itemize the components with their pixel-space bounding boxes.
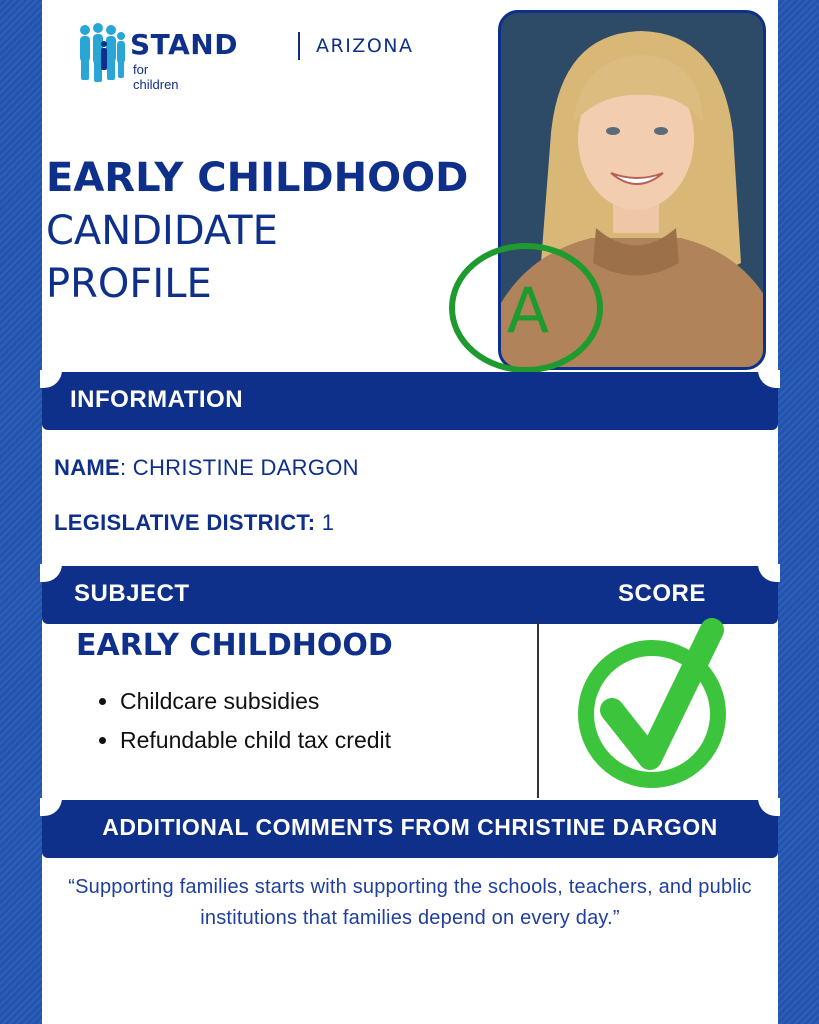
logo-divider [298,32,300,60]
name-value: : CHRISTINE DARGON [119,455,359,480]
grade-a-circle-icon [444,238,609,378]
page-title-line-1: EARLY CHILDHOOD [46,155,469,201]
subject-score-banner [42,566,778,624]
subject-heading: SUBJECT [74,580,190,607]
grade-letter: A [506,274,550,347]
district-value: 1 [315,510,335,535]
brand-state: ARIZONA [316,35,414,57]
list-item: • Childcare subsidies [120,686,391,716]
information-heading: INFORMATION [70,386,244,413]
subject-title: EARLY CHILDHOOD [76,628,393,663]
column-divider [537,622,539,798]
candidate-profile-card [42,0,778,1024]
comments-heading: ADDITIONAL COMMENTS FROM CHRISTINE DARGON [102,814,718,840]
score-heading: SCORE [618,580,706,607]
brand-name: STAND [130,28,238,61]
district-label: LEGISLATIVE DISTRICT: [54,510,316,535]
list-item: • Refundable child tax credit [120,725,391,755]
information-banner [42,372,778,430]
comments-banner [42,800,778,858]
subject-item-list [98,686,391,764]
checkmark-icon [572,618,742,793]
name-label: NAME [54,455,120,480]
candidate-name [54,455,359,481]
candidate-quote: “Supporting families starts with supporting the schools, teachers, and public institutions that families depend on every day.” [68,876,752,929]
legislative-district [54,510,334,536]
page-title-line-3: PROFILE [46,261,212,307]
brand-tagline: for children [133,62,179,92]
page-title-line-2: CANDIDATE [46,208,278,254]
family-silhouette-icon [78,22,126,84]
